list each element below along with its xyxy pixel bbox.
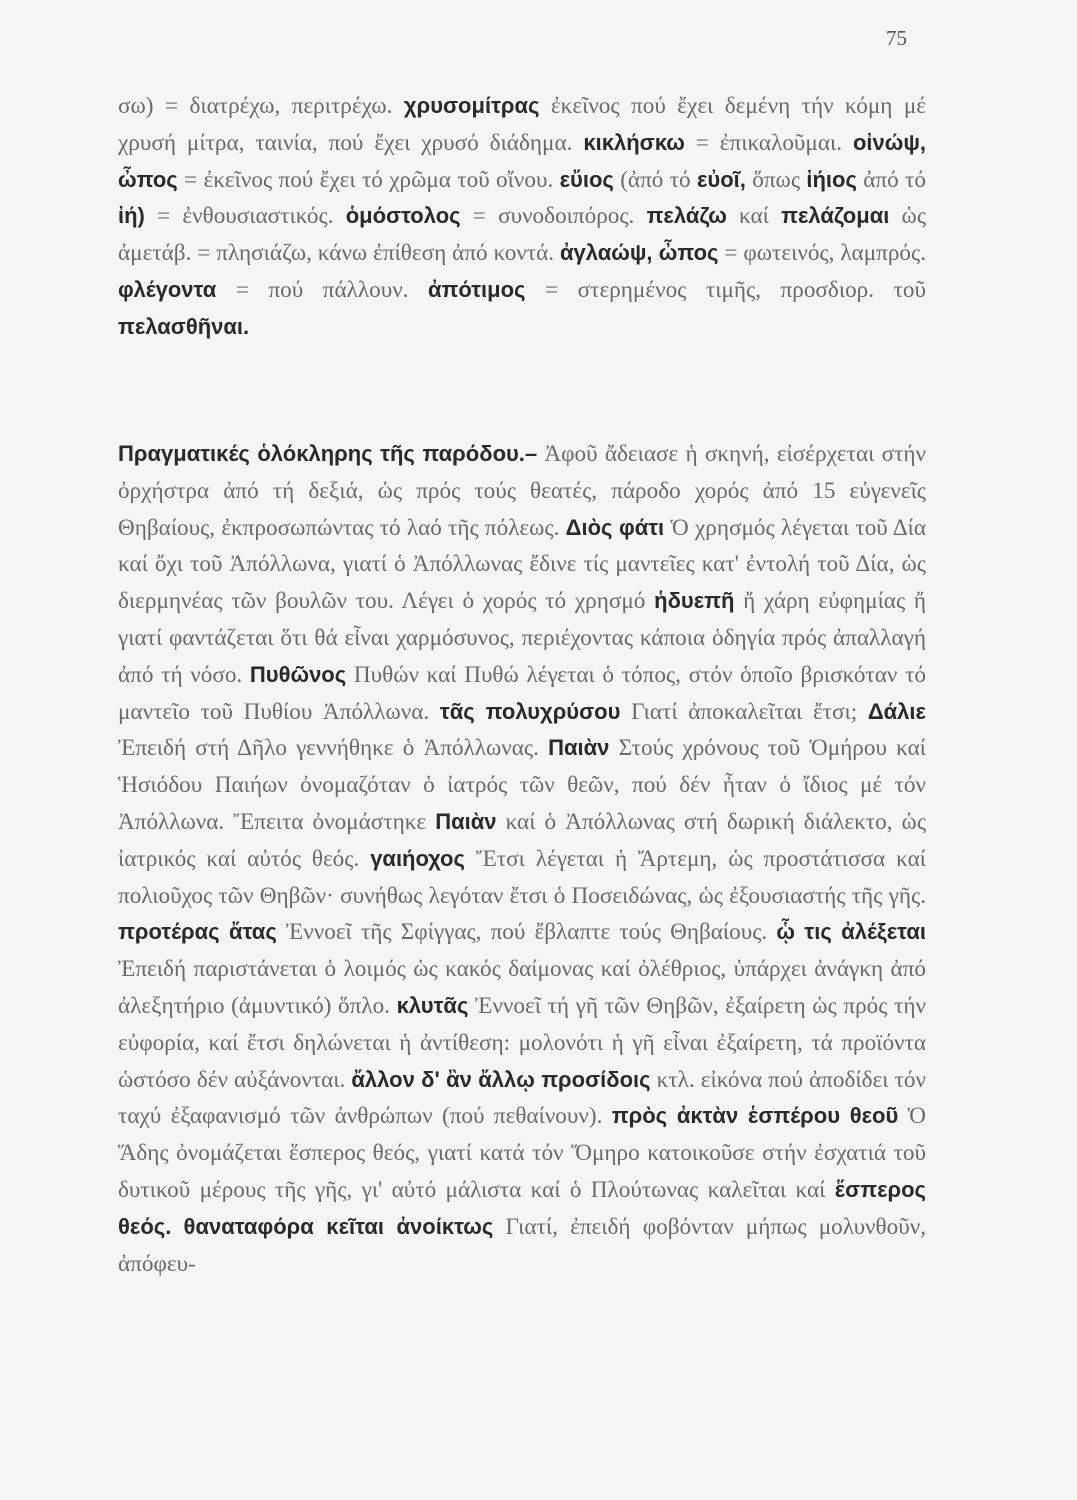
gloss-text: καί ὁ Ἀπόλλωνας στή δωρική διάλεκτο, ὡς ἰατρικός καί αὐτός θεός.: [118, 808, 926, 872]
lemma-term: Δάλιε: [867, 698, 926, 724]
lemma-term: Διὸς φάτι: [565, 514, 665, 540]
lemma-term: πελάζομαι: [781, 203, 890, 229]
lemma-term: ἀγλαώψ, ὦπος: [560, 240, 719, 266]
lemma-term: Πυθῶνος: [249, 661, 347, 687]
gloss-text: = ἐνθουσιαστικός.: [144, 203, 346, 230]
gloss-text: Ὁ χρησμός λέγεται τοῦ Δία καί ὄχι τοῦ Ἀπόλλωνα, γιατί ὁ Ἀπόλλωνας ἔδινε τίς μαντεῖες κατ' ἐντολή τοῦ Δία, ὡς διερμηνέας τῶν βουλῶν του. Λέγει ὁ χορός τό χρησμό: [118, 514, 927, 615]
gloss-text: Ἐννοεῖ τή γῆ τῶν Θηβῶν, ἐξαίρετη ὡς πρός τήν εὐφορία, καί ἔτσι δηλώνεται ἡ ἀντίθεση: μολονότι ἡ γῆ εἶναι ἐξαίρετη, τά προϊόντα ὡστόσο δέν αὐξάνονται.: [118, 992, 926, 1093]
lemma-term: οἰνώψ, ὦπος: [118, 129, 927, 192]
glossary-paragraph: [118, 88, 926, 346]
gloss-text: = ἐκεῖνος πού ἔχει τό χρῶμα τοῦ οἴνου.: [177, 166, 560, 193]
commentary-paragraph: [118, 436, 926, 1282]
gloss-text: ἤ χάρη εὐφημίας ἤ γιατί φαντάζεται ὅτι θά εἶναι χαρμόσυνος, περιέχοντας κάποια ὁδηγία πρός ἀπαλλαγή ἀπό τή νόσο.: [118, 588, 926, 688]
gloss-text: Ἐννοεῖ τῆς Σφίγγας, πού ἔβλαπτε τούς Θηβαίους.: [276, 919, 777, 946]
gloss-text: (ἀπό τό: [613, 166, 697, 193]
gloss-text: Γιατί, ἐπειδή φοβόνταν μήπως μολυνθοῦν, ἀπόφευ-: [118, 1213, 926, 1277]
lemma-term: πελασθῆναι.: [118, 313, 250, 339]
gloss-text: = συνοδοιπόρος.: [460, 203, 647, 230]
lemma-term: εὔιος: [559, 166, 614, 192]
lemma-term: Παιὰν: [548, 735, 610, 761]
lemma-term: πελάζω: [646, 203, 727, 229]
lemma-term: ἡδυεπῆ: [654, 588, 735, 614]
lemma-term: φλέγοντα: [118, 276, 217, 302]
lemma-term: χρυσομίτρας: [403, 93, 540, 118]
lemma-term: ἀπότιμος: [428, 276, 526, 302]
page-number: 75: [886, 26, 907, 50]
gloss-text: ὅπως: [745, 166, 807, 193]
lemma-term: θαναταφόρα κεῖται ἀνοίκτως: [183, 1213, 494, 1239]
lemma-term: ἰή): [118, 203, 145, 229]
gloss-text: Ὁ Ἅδης ὀνομάζεται ἕσπερος θεός, γιατί κατά τόν Ὅμηρο κατοικοῦσε στήν ἐσχατιά τοῦ δυτικοῦ μέρους τῆς γῆς, γι' αὐτό μάλιστα καί ὁ Πλούτωνας καλεῖται καί: [118, 1103, 927, 1203]
lemma-term: κλυτᾶς: [396, 992, 469, 1018]
lemma-term: Πραγματικές ὁλόκληρης τῆς παρόδου.–: [118, 441, 538, 466]
lemma-term: ἰήιος: [806, 166, 857, 192]
gloss-text: καί: [726, 203, 782, 230]
gloss-text: = φωτεινός, λαμπρός.: [718, 240, 926, 267]
lemma-term: γαιήοχος: [370, 845, 465, 871]
lemma-term: πρὸς ἀκτὰν ἑσπέρου θεοῦ: [611, 1103, 899, 1129]
gloss-text: = ἐπικαλοῦμαι.: [684, 129, 853, 156]
gloss-text: ὡς ἀμετάβ. = πλησιάζω, κάνω ἐπίθεση ἀπό κοντά.: [118, 203, 926, 267]
gloss-text: Ἐπειδή παριστάνεται ὁ λοιμός ὡς κακός δαίμονας καί ὀλέθριος, ὑπάρχει ἀνάγκη ἀπό ἀλεξητήριο (ἀμυντικό) ὅπλο.: [118, 956, 926, 1019]
lemma-term: τᾶς πολυχρύσου: [439, 698, 621, 724]
gloss-text: Γιατί ἀποκαλεῖται ἔτσι;: [620, 698, 868, 725]
lemma-term: ἄλλον δ' ἂν ἄλλῳ προσίδοις: [351, 1066, 651, 1092]
gloss-text: Ἀφοῦ ἄδειασε ἡ σκηνή, εἰσέρχεται στήν ὀρχήστρα ἀπό τή δεξιά, ὡς πρός τούς θεατές, πάροδο χορός ἀπό 15 εὐγενεῖς Θηβαίους, ἐκπροσωπώντας τό λαό τῆς πόλεως.: [118, 441, 926, 541]
gloss-text: Πυθών καί Πυθώ λέγεται ὁ τόπος, στόν ὁποῖο βρισκόταν τό μαντεῖο τοῦ Πυθίου Ἀπόλλωνα.: [118, 661, 926, 725]
gloss-text: [171, 1214, 183, 1240]
lemma-term: ὁμόστολος: [345, 203, 461, 229]
gloss-text: ἐκεῖνος πού ἔχει δεμένη τήν κόμη μέ χρυσή μίτρα, ταινία, πού ἔχει χρυσό διάδημα.: [118, 93, 927, 156]
gloss-text: σω) = διατρέχω, περιτρέχω.: [118, 93, 404, 119]
gloss-text: ἀπό τό: [856, 166, 926, 193]
lemma-term: κικλήσκω: [583, 129, 685, 155]
gloss-text: Στούς χρόνους τοῦ Ὁμήρου καί Ἡσιόδου Παιήων ὀνομαζόταν ὁ ἰατρός τῶν θεῶν, πού δέν ἦταν ὁ ἴδιος μέ τόν Ἀπόλλωνα. Ἔπειτα ὀνομάστηκε: [118, 735, 926, 835]
gloss-text: Ἐπειδή στή Δῆλο γεννήθηκε ὁ Ἀπόλλωνας.: [118, 735, 549, 762]
lemma-term: εὐοῖ,: [696, 166, 746, 192]
gloss-text: Ἔτσι λέγεται ἡ Ἄρτεμη, ὡς προστάτισσα καί πολιοῦχος τῶν Θηβῶν· συνήθως λεγόταν ἔτσι ὁ Ποσειδώνας, ὡς ἐξουσιαστής τῆς γῆς.: [118, 845, 926, 909]
lemma-term: Παιὰν: [435, 808, 497, 834]
lemma-term: ᾧ τις ἀλέξεται: [776, 919, 926, 945]
gloss-text: = στερημένος τιμῆς, προσδιορ. τοῦ: [525, 276, 926, 303]
lemma-term: προτέρας ἄτας: [118, 919, 277, 945]
gloss-text: = πού πάλλουν.: [216, 276, 429, 303]
gloss-text: κτλ. εἰκόνα πού ἀποδίδει τόν ταχύ ἐξαφανισμό τῶν ἀνθρώπων (πού πεθαίνουν).: [118, 1066, 926, 1130]
lemma-term: ἕσπερος θεός.: [118, 1176, 926, 1239]
